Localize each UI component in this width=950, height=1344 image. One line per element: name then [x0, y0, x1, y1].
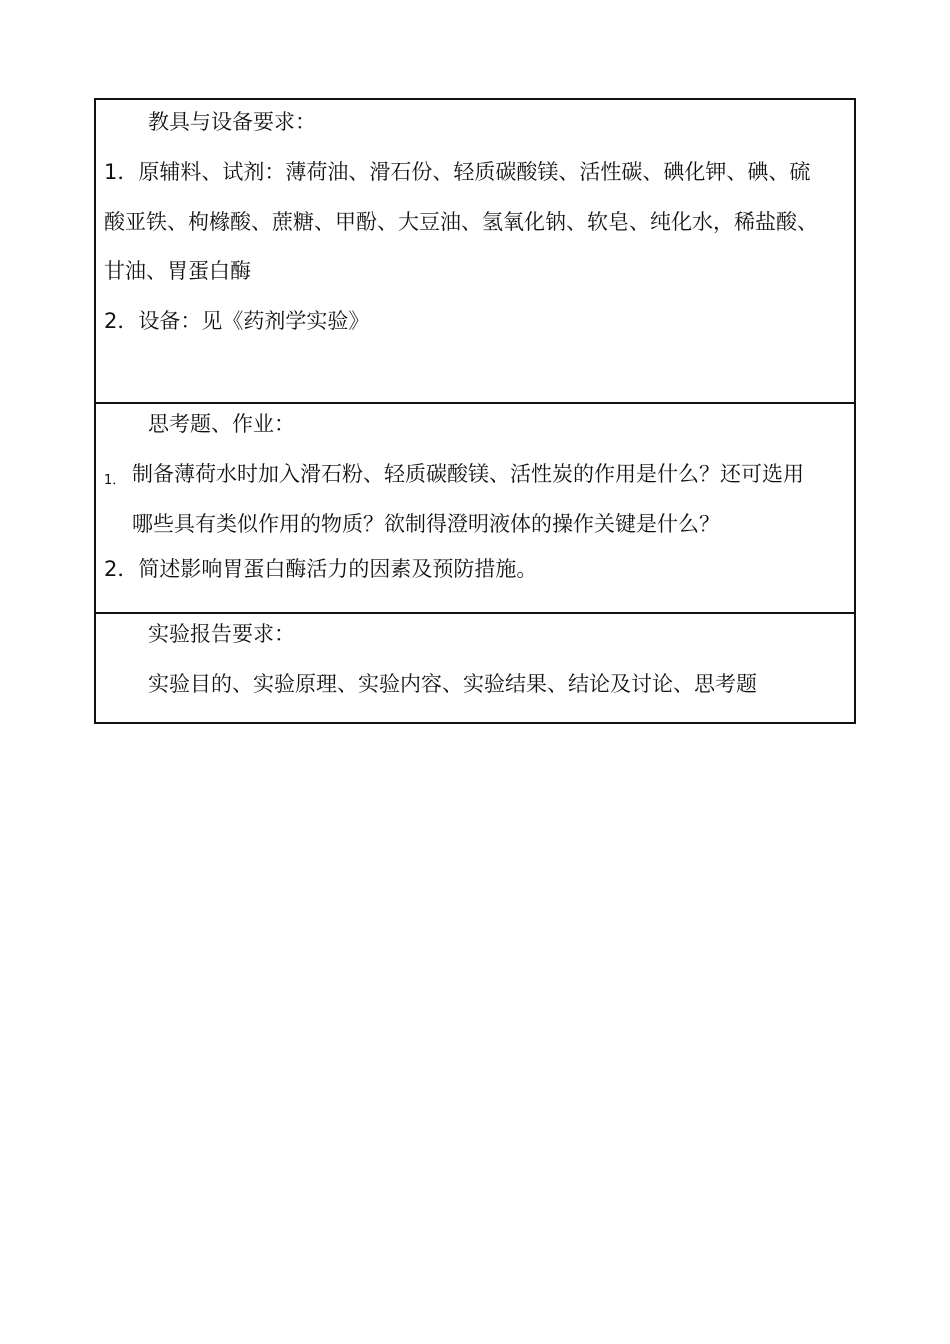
equipment-heading: 教具与设备要求：: [148, 110, 316, 134]
equipment-section: [96, 100, 854, 402]
questions-section: [96, 402, 854, 612]
materials-line-1: 1．原辅料、试剂：薄荷油、滑石份、轻质碳酸镁、活性碳、碘化钾、碘、硫: [104, 160, 811, 184]
question-1-line-1: 制备薄荷水时加入滑石粉、轻质碳酸镁、活性炭的作用是什么？还可选用: [132, 462, 804, 486]
materials-line-3: 甘油、胃蛋白酶: [104, 259, 251, 283]
question-1-number: 1．: [104, 473, 126, 488]
question-1-line-2: 哪些具有类似作用的物质？欲制得澄明液体的操作关键是什么？: [132, 512, 720, 536]
question-2: 2．简述影响胃蛋白酶活力的因素及预防措施。: [104, 557, 538, 581]
equipment-item-2: 2．设备：见《药剂学实验》: [104, 309, 370, 333]
questions-heading: 思考题、作业：: [148, 412, 295, 436]
report-section: [96, 612, 854, 722]
report-heading: 实验报告要求：: [148, 622, 295, 646]
report-content: 实验目的、实验原理、实验内容、实验结果、结论及讨论、思考题: [148, 672, 757, 696]
materials-line-2: 酸亚铁、枸橼酸、蔗糖、甲酚、大豆油、氢氧化钠、软皂、纯化水，稀盐酸、: [104, 210, 818, 234]
requirements-table: [94, 98, 856, 724]
